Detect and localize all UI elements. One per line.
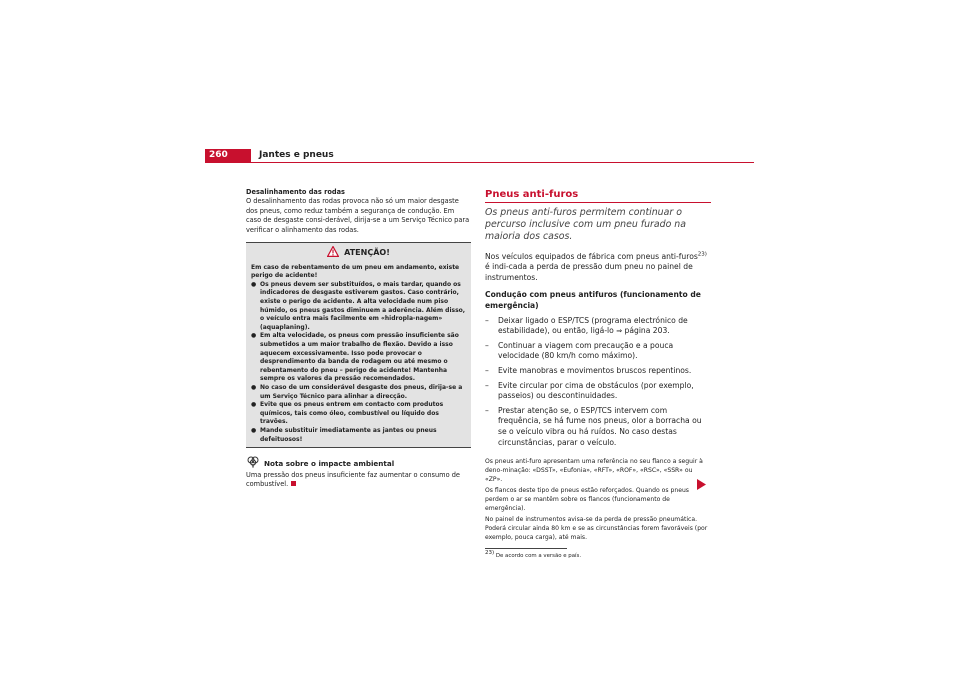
list-item — [485, 341, 711, 362]
list-item-text: Evite manobras e movimentos bruscos repentinos. — [498, 365, 692, 375]
intro-text-a: Nos veículos equipados de fábrica com pneus anti-furos — [485, 251, 698, 261]
note-paragraph: Os flancos deste tipo de pneus estão reforçados. Quando os pneus perdem o ar se mantêm sobre os flancos (funcionamento de emergência). — [485, 487, 689, 513]
section-body — [485, 252, 711, 449]
dash-marker: – — [485, 365, 489, 375]
step-text-a: Deixar ligado o ESP/TCS (programa electrónico de estabilidade), ou então, ligá-lo — [498, 315, 688, 336]
emergency-heading: Condução com pneus antifuros (funcionamento de emergência) — [485, 290, 701, 310]
warning-triangle-icon — [327, 246, 339, 261]
warning-bullet — [251, 281, 466, 333]
dash-marker: – — [485, 340, 489, 350]
intro-paragraph — [485, 252, 711, 284]
warning-bullet — [251, 401, 466, 427]
environment-note-text: Uma pressão dos pneus insuficiente faz aumentar o consumo de combustível. — [246, 470, 460, 488]
notes-block — [485, 457, 711, 542]
right-column — [485, 188, 711, 560]
section-divider — [485, 202, 711, 203]
misalign-heading: Desalinhamento das rodas — [246, 188, 345, 196]
list-item-text: Evite circular por cima de obstáculos (por exemplo, passeios) ou descontinuidades. — [498, 380, 694, 401]
header-divider — [205, 162, 754, 163]
list-item-text: Prestar atenção se, o ESP/TCS intervem com frequência, se há fume nos pneus, olor a borracha ou se o veículo vibra ou há ruídos. No caso destas circunstâncias, parar o veículo. — [498, 405, 702, 447]
chapter-title: Jantes e pneus — [259, 150, 334, 160]
environment-tree-icon — [246, 456, 260, 470]
warning-bullet-text: Em alta velocidade, os pneus com pressão insuficiente são submetidos a um maior trabalho de flexão. Devido a isso aquecem excessivamente. Isso pode provocar o desprendimento da banda de rodagem ou até mesmo o rebentamento do pneu – perigo de acidente! Mantenha sempre os valores da pressão recomendados. — [260, 332, 459, 383]
emergency-steps — [485, 316, 711, 449]
warning-bullet-text: Mande substituir imediatamente as jantes ou pneus defeituosos! — [260, 426, 437, 443]
warning-bullet-text: Evite que os pneus entrem em contacto com produtos químicos, tais como óleo, combustível ou líquido dos travões. — [260, 401, 444, 426]
list-item — [485, 366, 711, 377]
list-item — [485, 316, 711, 337]
page-ref-arrow-icon: ⇒ — [616, 327, 623, 336]
footnote-divider — [485, 548, 567, 549]
bullet-icon: ● — [251, 332, 257, 340]
note-paragraph: Os pneus anti-furo apresentam uma referência no seu flanco a seguir à deno-minação: «DSST», «Eufonia», «RFT», «ROF», «RSC», «SSR» ou «ZP». — [485, 458, 703, 484]
dash-marker: – — [485, 405, 489, 415]
list-item — [485, 381, 711, 402]
page-number: 260 — [205, 149, 251, 162]
warning-intro: Em caso de rebentamento de um pneu em andamento, existe perigo de acidente! — [251, 263, 460, 280]
warning-title: ATENÇÃO! — [344, 248, 390, 258]
warning-bullet — [251, 332, 466, 384]
page-ref-link[interactable]: página 203. — [622, 326, 670, 336]
environment-note-title: Nota sobre o impacte ambiental — [264, 458, 395, 468]
warning-box — [246, 242, 471, 448]
footnote-text: De acordo com a versão e país. — [494, 553, 582, 560]
end-of-section-mark — [291, 481, 296, 486]
section-title: Pneus anti-furos — [485, 189, 579, 200]
dash-marker: – — [485, 380, 489, 390]
intro-text-b: é indi-cada a perda de pressão dum pneu no painel de instrumentos. — [485, 262, 693, 282]
warning-bullet-text: No caso de um considerável desgaste dos pneus, dirija-se a um Serviço Técnico para alinhar a direcção. — [260, 383, 463, 400]
footnote-ref: 23) — [697, 251, 707, 258]
warning-header — [251, 246, 466, 261]
environment-note-text-wrap — [246, 471, 471, 490]
warning-bullet — [251, 384, 466, 401]
bullet-icon: ● — [251, 280, 257, 288]
list-item-text — [498, 316, 711, 337]
note-paragraph: No painel de instrumentos avisa-se da perda de pressão pneumática. Poderá circular ainda 80 km e se as circunstâncias forem favoráveis (por exemplo, pouca carga), até mais. — [485, 516, 708, 542]
environment-note-header — [246, 456, 471, 470]
dash-marker: – — [485, 315, 489, 325]
footnote-mark: 23) — [485, 550, 495, 557]
next-page-arrow-icon[interactable] — [697, 475, 706, 494]
bullet-icon: ● — [251, 383, 257, 391]
list-item — [485, 406, 711, 448]
list-item-text: Continuar a viagem com precaução e a pouca velocidade (80 km/h como máximo). — [498, 340, 674, 361]
bullet-icon: ● — [251, 401, 257, 409]
bullet-icon: ● — [251, 426, 257, 434]
section-lead: Os pneus anti-furos permitem continuar o percurso inclusive com um pneu furado na maioria dos casos. — [485, 207, 686, 243]
warning-bullet — [251, 427, 466, 444]
warning-bullet-text: Os pneus devem ser substituídos, o mais tardar, quando os indicadores de desgaste estiverem gastos. Caso contrário, existe o perigo de acidente. A alta velocidade num piso húmido, os pneus gastos diminuem a aderência. Além disso, o veículo entra mais facilmente em «hidropla-nagem» (aquaplaning). — [260, 280, 466, 331]
footnote — [485, 552, 711, 560]
left-column — [246, 188, 471, 489]
misalign-paragraph: O desalinhamento das rodas provoca não só um maior desgaste dos pneus, como reduz também a segurança de condução. Em caso de desgaste consi-derável, dirija-se a um Serviço Técnico para verificar o alinhamento das rodas. — [246, 197, 470, 234]
